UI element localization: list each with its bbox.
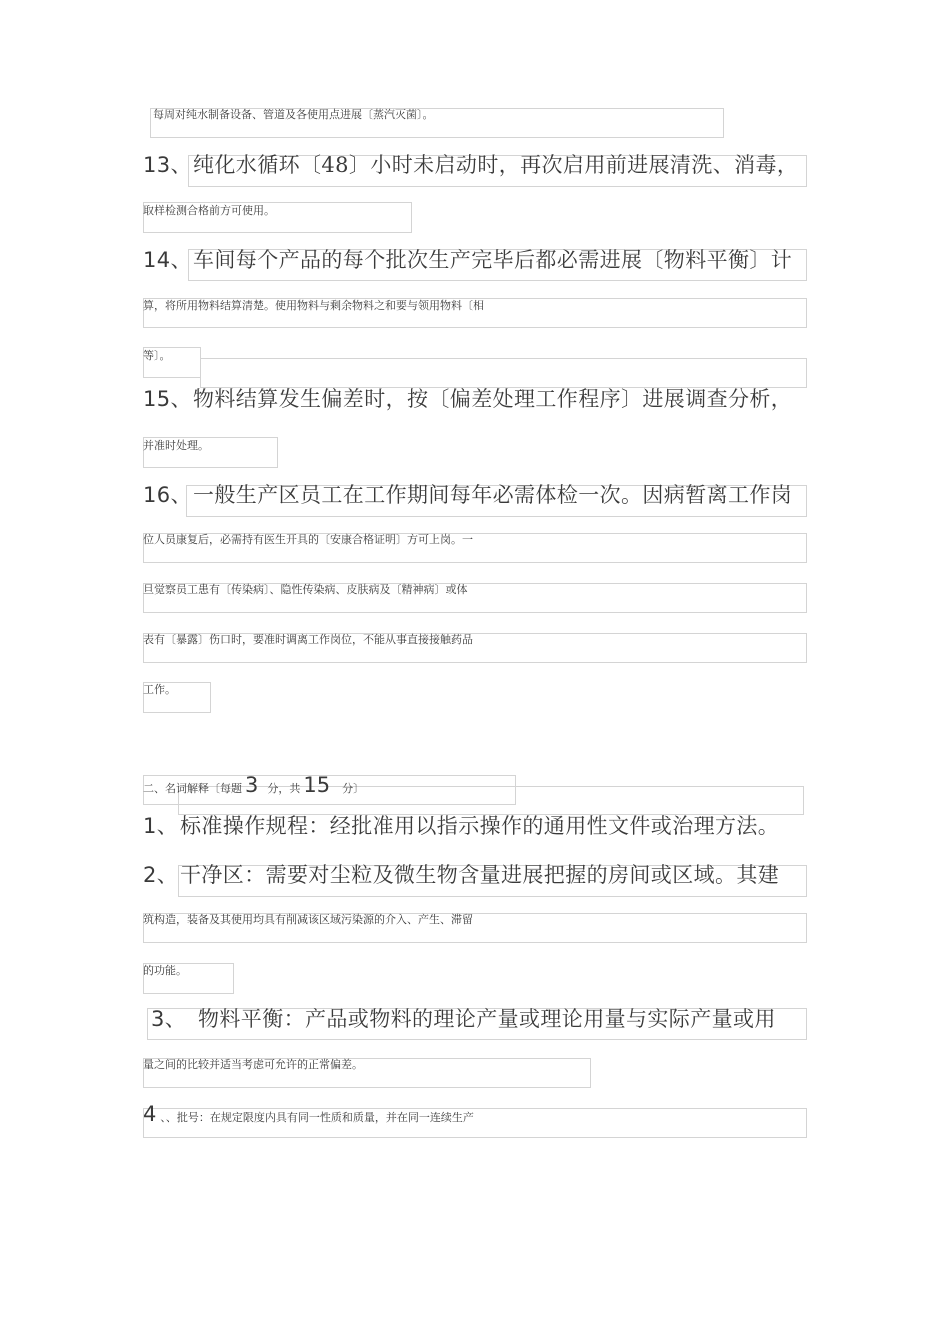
- paragraph-line: 一般生产区员工在工作期间每年必需体检一次。因病暂离工作岗: [193, 483, 793, 507]
- section-heading-prefix: 二、名词解释〔每题: [143, 782, 242, 795]
- item-number: 4: [143, 1102, 157, 1126]
- item-number: 13、: [143, 153, 192, 177]
- section-heading-number: 3: [245, 773, 259, 797]
- item-number: 16、: [143, 483, 192, 507]
- paragraph-line: 表有〔暴露〕伤口时，要准时调离工作岗位，不能从事直接接触药品: [143, 633, 473, 646]
- definition-line-4: [143, 1104, 474, 1125]
- text-frame: [200, 358, 807, 388]
- paragraph-line: 工作。: [143, 683, 176, 696]
- paragraph-line: 物料结算发生偏差时，按〔偏差处理工作程序〕进展调查分析，: [193, 387, 793, 411]
- definition-line: 标准操作规程：经批准用以指示操作的通用性文件或治理方法。: [180, 814, 780, 838]
- definition-line: 量之间的比较并适当考虑可允许的正常偏差。: [143, 1058, 363, 1071]
- item-number: 3、: [151, 1007, 187, 1031]
- paragraph-line: 旦觉察员工患有〔传染病〕、隐性传染病、皮肤病及〔精神病〕或体: [143, 583, 468, 596]
- definition-line: 的功能。: [143, 964, 187, 977]
- definition-line: 、、批号：在规定限度内具有同一性质和质量，并在同一连续生产: [160, 1111, 474, 1124]
- section-heading-suffix: 分〕: [342, 782, 365, 795]
- paragraph-line: 等〕。: [143, 349, 171, 362]
- section-heading: [143, 775, 364, 796]
- paragraph-line: 纯化水循环〔48〕小时未启动时，再次启用前进展清洗、消毒，: [193, 153, 799, 177]
- item-number: 2、: [143, 863, 179, 887]
- item-number: 15、: [143, 387, 192, 411]
- item-number: 1、: [143, 814, 179, 838]
- item-number: 14、: [143, 248, 192, 272]
- definition-line: 物料平衡：产品或物料的理论产量或理论用量与实际产量或用: [198, 1007, 776, 1031]
- section-heading-mid: 分，共: [267, 782, 301, 795]
- paragraph-line: 取样检测合格前方可使用。: [143, 204, 275, 217]
- definition-line: 筑构造，装备及其使用均具有削减该区域污染源的介入、产生、滞留: [143, 913, 473, 926]
- paragraph-line: 位人员康复后，必需持有医生开具的〔安康合格证明〕方可上岗。一: [143, 533, 473, 546]
- paragraph-line: 算，将所用物料结算清楚。使用物料与剩余物料之和要与领用物料〔相: [143, 299, 484, 312]
- paragraph-line: 并准时处理。: [143, 439, 209, 452]
- definition-line: 干净区：需要对尘粒及微生物含量进展把握的房间或区域。其建: [180, 863, 780, 887]
- paragraph-line: 车间每个产品的每个批次生产完毕后都必需进展〔物料平衡〕计: [193, 248, 793, 272]
- section-heading-number: 15: [303, 773, 331, 797]
- paragraph-line: 每周对纯水制备设备、管道及各使用点进展〔蒸汽灭菌〕。: [153, 108, 434, 121]
